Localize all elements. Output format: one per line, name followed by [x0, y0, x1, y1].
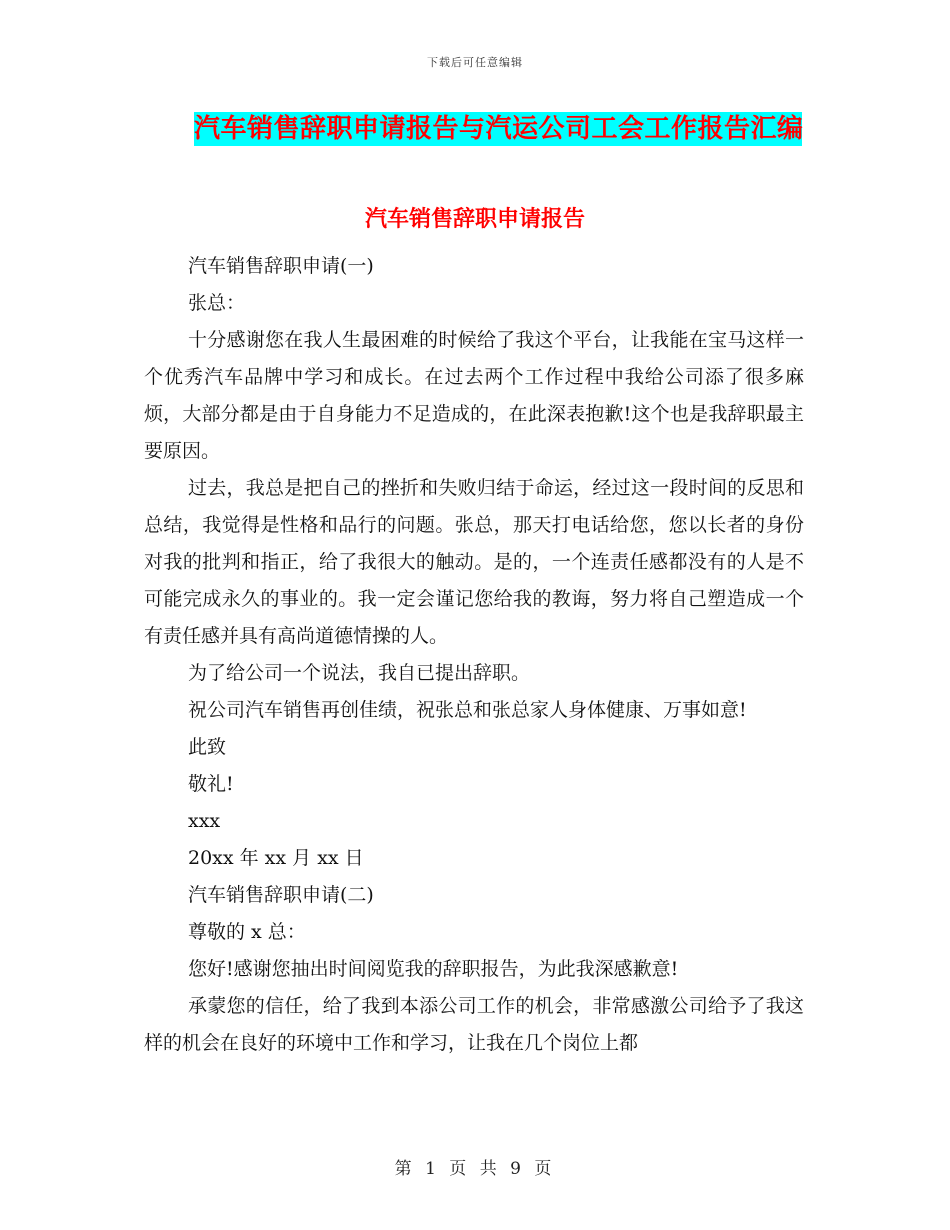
paragraph: 20xx 年 xx 月 xx 日 — [188, 847, 364, 869]
page-number: 第 1 页 共 9 页 — [394, 1159, 556, 1179]
document-title: 汽车销售辞职申请报告与汽运公司工会工作报告汇编 — [194, 114, 804, 144]
paragraph: 汽车销售辞职申请(一) — [188, 255, 374, 277]
paragraph: 十分感谢您在我人生最困难的时候给了我这个平台，让我能在宝马这样一个优秀汽车品牌中学习和成长。在过去两个工作过程中我给公司添了很多麻烦，大部分都是由于自身能力不足造成的，在此深表抱歉!这个也是我辞职最主要原因。 — [144, 329, 804, 462]
paragraph: 尊敬的 x 总： — [188, 921, 306, 943]
paragraph: 为了给公司一个说法，我自已提出辞职。 — [188, 662, 531, 684]
paragraph: 汽车销售辞职申请(二) — [188, 884, 374, 906]
paragraph: 过去，我总是把自己的挫折和失败归结于命运，经过这一段时间的反思和总结，我觉得是性格和品行的问题。张总，那天打电话给您，您以长者的身份对我的批判和指正，给了我很大的触动。是的，一个连责任感都没有的人是不可能完成永久的事业的。我一定会谨记您给我的教诲，努力将自己塑造成一个有责任感并具有高尚道德情操的人。 — [144, 477, 804, 647]
paragraph: 张总： — [188, 292, 246, 314]
section-title: 汽车销售辞职申请报告 — [364, 207, 585, 232]
paragraph: 祝公司汽车销售再创佳绩，祝张总和张总家人身体健康、万事如意! — [188, 699, 747, 721]
page-header-note: 下载后可任意编辑 — [427, 56, 523, 69]
paragraph: 敬礼! — [188, 773, 234, 795]
paragraph: xxx — [188, 810, 221, 832]
document-body — [144, 248, 804, 1062]
paragraph: 承蒙您的信任，给了我到本添公司工作的机会，非常感激公司给予了我这样的机会在良好的环境中工作和学习，让我在几个岗位上都 — [144, 995, 804, 1054]
paragraph: 此致 — [188, 736, 227, 758]
paragraph: 您好!感谢您抽出时间阅览我的辞职报告，为此我深感歉意! — [188, 958, 679, 980]
